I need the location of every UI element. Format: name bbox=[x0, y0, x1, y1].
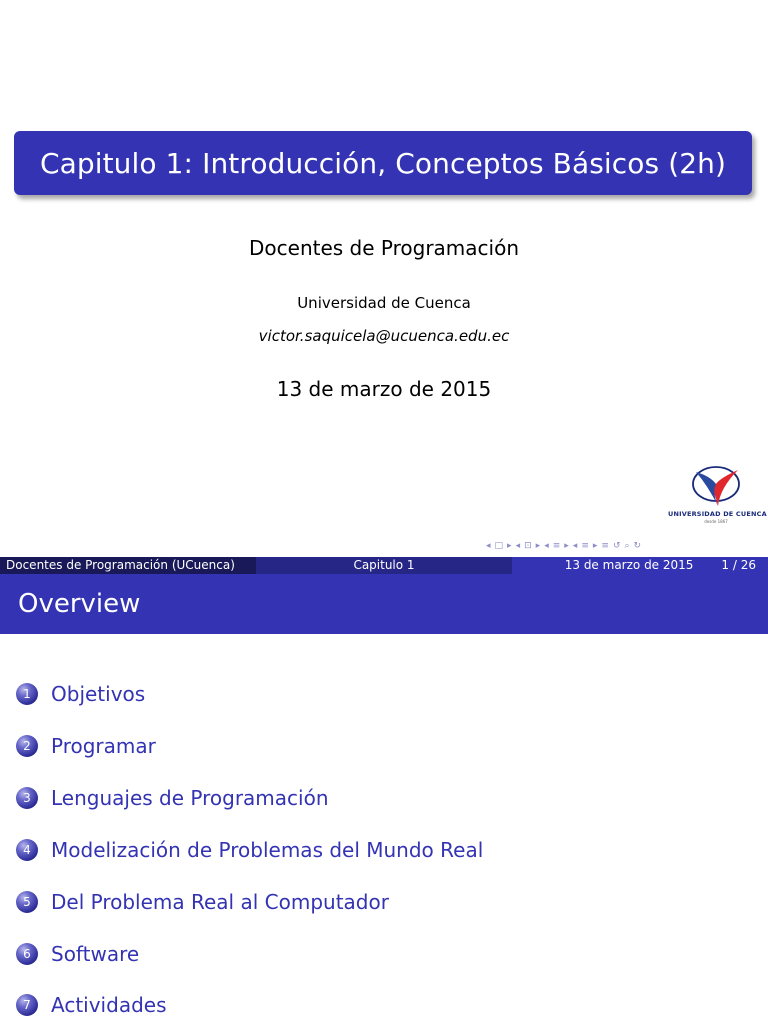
toc-item-label: Lenguajes de Programación bbox=[51, 786, 329, 810]
author-name: Docentes de Programación bbox=[249, 236, 519, 260]
toc-item-label: Software bbox=[51, 942, 140, 966]
nav-next-subsection-icon[interactable]: ▸ bbox=[535, 541, 541, 551]
nav-document-icon[interactable]: ≡ bbox=[581, 541, 589, 551]
frame-title: Overview bbox=[0, 574, 768, 634]
toc-item-label: Modelización de Problemas del Mundo Real bbox=[51, 838, 484, 862]
toc-item-programar[interactable] bbox=[16, 731, 156, 761]
slide-footer bbox=[0, 557, 768, 574]
section-number-ball: 2 bbox=[16, 735, 38, 757]
section-number-ball: 5 bbox=[16, 891, 38, 913]
nav-prev-subsection-icon[interactable]: ◂ bbox=[515, 541, 521, 551]
section-number-ball: 6 bbox=[16, 943, 38, 965]
section-number-ball: 4 bbox=[16, 839, 38, 861]
nav-next-frame-icon[interactable]: ▸ bbox=[507, 541, 512, 551]
nav-next-document-icon[interactable]: ▸ bbox=[592, 541, 598, 551]
nav-frame-icon[interactable]: □ bbox=[494, 541, 504, 551]
nav-prev-document-icon[interactable]: ◂ bbox=[572, 541, 578, 551]
university-emblem-icon bbox=[690, 462, 742, 508]
university-logo bbox=[668, 462, 767, 536]
footer-date: 13 de marzo de 2015 bbox=[564, 558, 694, 572]
toc-item-modelizacion[interactable] bbox=[16, 835, 483, 865]
logo-wordmark: UNIVERSIDAD DE CUENCA bbox=[668, 510, 767, 518]
section-number-ball: 7 bbox=[16, 994, 38, 1016]
logo-subtitle: desde 1867 bbox=[704, 519, 728, 524]
toc-item-label: Del Problema Real al Computador bbox=[51, 890, 389, 914]
toc-item-actividades[interactable] bbox=[16, 990, 167, 1020]
nav-prev-section-icon[interactable]: ◂ bbox=[544, 541, 549, 551]
section-number-ball: 3 bbox=[16, 787, 38, 809]
nav-prev-frame-icon[interactable]: ◂ bbox=[486, 541, 491, 551]
toc-item-software[interactable] bbox=[16, 939, 139, 969]
presentation-title: Capitulo 1: Introducción, Conceptos Básicos (2h) bbox=[14, 131, 752, 195]
toc-item-lenguajes[interactable] bbox=[16, 783, 329, 813]
toc-item-label: Actividades bbox=[51, 993, 167, 1017]
nav-back-icon[interactable]: ↺ bbox=[612, 541, 621, 551]
nav-toc-icon[interactable]: ≡ bbox=[601, 541, 609, 551]
author-email: victor.saquicela@ucuenca.edu.ec bbox=[258, 327, 510, 345]
footer-title: Capitulo 1 bbox=[256, 557, 512, 574]
footer-page-number: 1 / 26 bbox=[721, 558, 756, 572]
toc-item-label: Programar bbox=[51, 734, 156, 758]
footer-author: Docentes de Programación (UCuenca) bbox=[0, 557, 256, 574]
toc-item-objetivos[interactable] bbox=[16, 679, 145, 709]
nav-search-icon[interactable]: ⌕ bbox=[624, 541, 630, 551]
nav-next-section-icon[interactable]: ▸ bbox=[564, 541, 569, 551]
institute-name: Universidad de Cuenca bbox=[297, 294, 471, 312]
nav-forward-icon[interactable]: ↻ bbox=[633, 541, 642, 551]
beamer-navigation-bar[interactable] bbox=[486, 539, 764, 553]
nav-subsection-icon[interactable]: ⊡ bbox=[524, 541, 532, 551]
section-number-ball: 1 bbox=[16, 683, 38, 705]
nav-section-icon[interactable]: ≡ bbox=[552, 541, 561, 551]
footer-date-page bbox=[512, 557, 768, 574]
toc-item-label: Objetivos bbox=[51, 682, 146, 706]
table-of-contents bbox=[0, 634, 768, 1024]
toc-item-problema-real[interactable] bbox=[16, 887, 389, 917]
presentation-date: 13 de marzo de 2015 bbox=[276, 377, 492, 401]
